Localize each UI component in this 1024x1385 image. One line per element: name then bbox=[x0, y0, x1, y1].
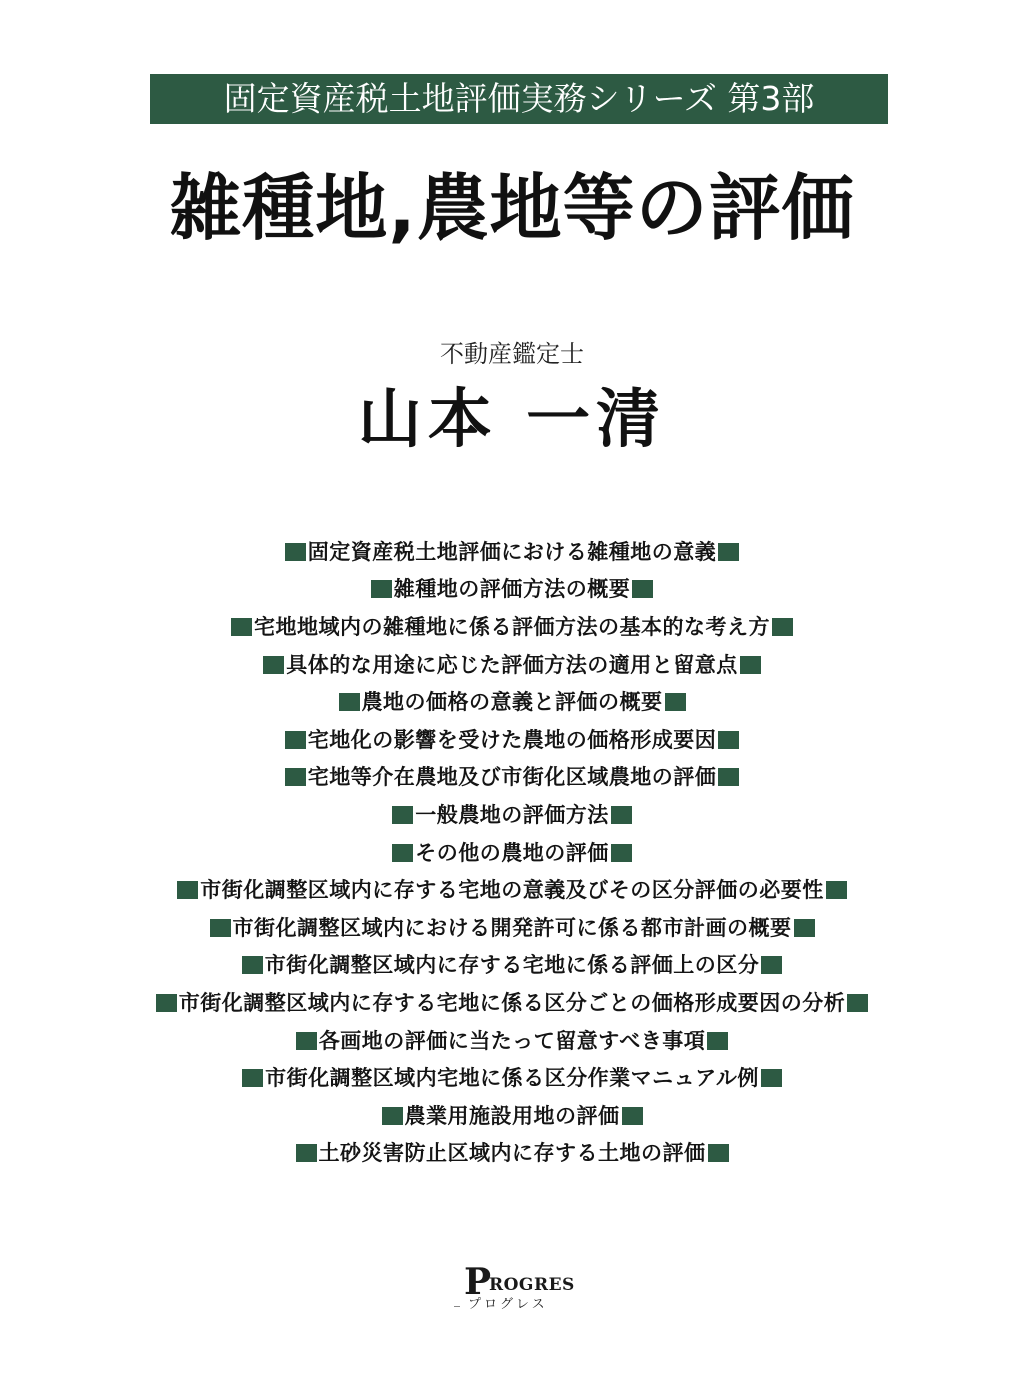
square-bullet-icon bbox=[210, 919, 231, 937]
square-bullet-icon bbox=[761, 1069, 782, 1087]
square-bullet-icon bbox=[296, 1032, 317, 1050]
topic-item bbox=[0, 721, 1024, 759]
book-title: 雑種地,農地等の評価 bbox=[169, 166, 855, 250]
topic-text: 市街化調整区域内における開発許可に係る都市計画の概要 bbox=[232, 915, 792, 940]
topic-text: 市街化調整区域内宅地に係る区分作業マニュアル例 bbox=[265, 1066, 759, 1091]
topic-text: 農業用施設用地の評価 bbox=[404, 1103, 620, 1128]
logo-initial: P bbox=[464, 1261, 492, 1303]
series-banner: 固定資産税土地評価実務シリーズ 第3部 bbox=[150, 74, 888, 124]
square-bullet-icon bbox=[231, 618, 252, 636]
topic-text: 宅地化の影響を受けた農地の価格形成要因 bbox=[307, 727, 717, 752]
topic-text: 市街化調整区域内に存する宅地に係る評価上の区分 bbox=[264, 953, 760, 978]
square-bullet-icon bbox=[847, 994, 868, 1012]
author-role: 不動産鑑定士 bbox=[440, 340, 584, 368]
logo-wordmark: ROGRES bbox=[489, 1275, 575, 1295]
topic-item bbox=[0, 834, 1024, 872]
logo-dash bbox=[454, 1306, 460, 1307]
square-bullet-icon bbox=[392, 844, 413, 862]
topic-item bbox=[0, 1097, 1024, 1135]
topic-item bbox=[0, 947, 1024, 985]
topic-text: 農地の価格の意義と評価の概要 bbox=[361, 690, 663, 715]
square-bullet-icon bbox=[339, 693, 360, 711]
square-bullet-icon bbox=[242, 1069, 263, 1087]
square-bullet-icon bbox=[382, 1107, 403, 1125]
topic-item bbox=[0, 608, 1024, 646]
square-bullet-icon bbox=[665, 693, 686, 711]
square-bullet-icon bbox=[285, 543, 306, 561]
topic-text: 一般農地の評価方法 bbox=[415, 802, 609, 827]
topic-text: 土砂災害防止区域内に存する土地の評価 bbox=[318, 1141, 706, 1166]
square-bullet-icon bbox=[371, 580, 392, 598]
topic-text: 市街化調整区域内に存する宅地の意義及びその区分評価の必要性 bbox=[200, 878, 824, 903]
topic-item bbox=[0, 871, 1024, 909]
topic-text: 市街化調整区域内に存する宅地に係る区分ごとの価格形成要因の分析 bbox=[178, 990, 846, 1015]
topic-list bbox=[0, 533, 1024, 1172]
topic-text: その他の農地の評価 bbox=[415, 840, 609, 865]
square-bullet-icon bbox=[611, 806, 632, 824]
topic-text: 雑種地の評価方法の概要 bbox=[393, 577, 631, 602]
square-bullet-icon bbox=[772, 618, 793, 636]
square-bullet-icon bbox=[611, 844, 632, 862]
topic-item bbox=[0, 759, 1024, 797]
square-bullet-icon bbox=[761, 956, 782, 974]
square-bullet-icon bbox=[718, 731, 739, 749]
publisher-logo bbox=[462, 1262, 582, 1322]
square-bullet-icon bbox=[392, 806, 413, 824]
square-bullet-icon bbox=[156, 994, 177, 1012]
topic-text: 具体的な用途に応じた評価方法の適用と留意点 bbox=[286, 652, 738, 677]
square-bullet-icon bbox=[242, 956, 263, 974]
topic-item bbox=[0, 909, 1024, 947]
topic-text: 各画地の評価に当たって留意すべき事項 bbox=[318, 1028, 706, 1053]
square-bullet-icon bbox=[263, 656, 284, 674]
topic-item bbox=[0, 1022, 1024, 1060]
square-bullet-icon bbox=[177, 881, 198, 899]
square-bullet-icon bbox=[285, 768, 306, 786]
square-bullet-icon bbox=[718, 768, 739, 786]
square-bullet-icon bbox=[794, 919, 815, 937]
square-bullet-icon bbox=[708, 1144, 729, 1162]
square-bullet-icon bbox=[285, 731, 306, 749]
topic-item bbox=[0, 683, 1024, 721]
topic-item bbox=[0, 1135, 1024, 1173]
logo-kana: プログレス bbox=[468, 1297, 548, 1312]
topic-item bbox=[0, 1059, 1024, 1097]
author-name: 山本 一清 bbox=[357, 382, 667, 457]
topic-item bbox=[0, 984, 1024, 1022]
topic-item bbox=[0, 796, 1024, 834]
square-bullet-icon bbox=[296, 1144, 317, 1162]
topic-text: 宅地地域内の雑種地に係る評価方法の基本的な考え方 bbox=[254, 614, 770, 639]
topic-item bbox=[0, 533, 1024, 571]
topic-text: 固定資産税土地評価における雑種地の意義 bbox=[307, 539, 717, 564]
square-bullet-icon bbox=[718, 543, 739, 561]
topic-item bbox=[0, 571, 1024, 609]
square-bullet-icon bbox=[740, 656, 761, 674]
square-bullet-icon bbox=[826, 881, 847, 899]
topic-text: 宅地等介在農地及び市街化区域農地の評価 bbox=[307, 765, 717, 790]
square-bullet-icon bbox=[707, 1032, 728, 1050]
square-bullet-icon bbox=[632, 580, 653, 598]
square-bullet-icon bbox=[622, 1107, 643, 1125]
topic-item bbox=[0, 646, 1024, 684]
